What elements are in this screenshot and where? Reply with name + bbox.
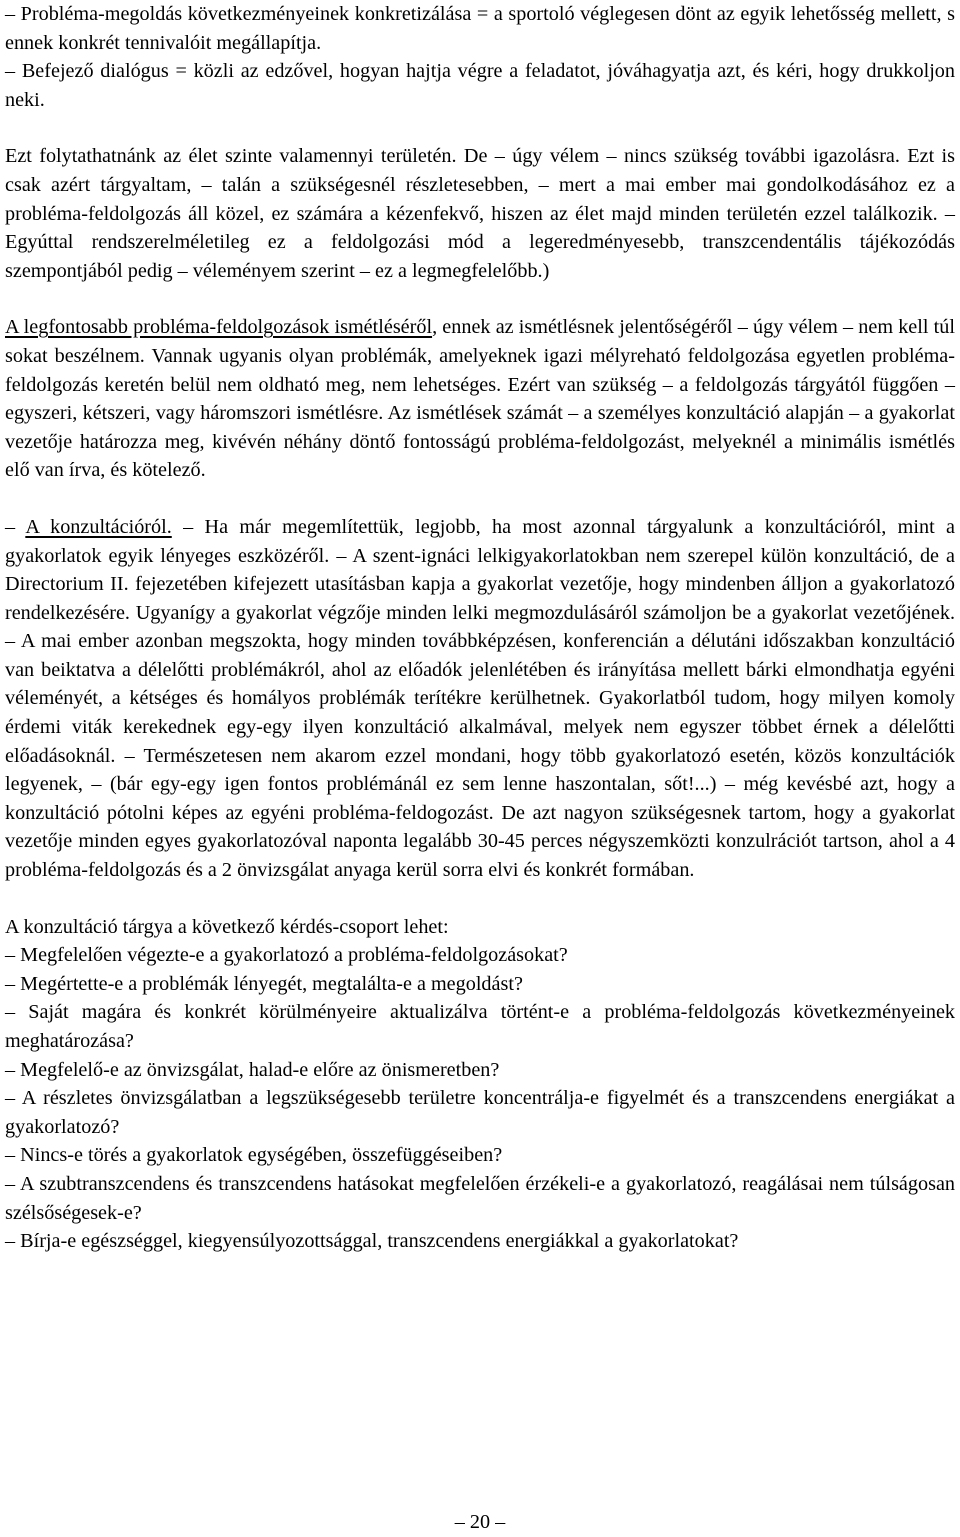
question-item: – Megértette-e a problémák lényegét, megtalálta-e a megoldást? [5, 972, 523, 995]
paragraph-3-dash: – [5, 515, 26, 538]
paragraph-gap [5, 885, 955, 913]
question-item: – A szubtranszcendens és transzcendens hatásokat megfelelően érzékeli-e a gyakorlatozó, reagálásai nem túlságosan szélsőségesek-e? [5, 1172, 955, 1224]
question-item: – Megfelelően végezte-e a gyakorlatozó a probléma-feldolgozásokat? [5, 944, 568, 967]
paragraph-3-body: – Ha már megemlítettük, legjobb, ha most azonnal tárgyalunk a konzultációról, mint a gyakorlatok egyik lényeges eszközéről. – A szent-ignáci lelkigyakorlatokban nem szerepel külön konzultáció, de a Directorium II. fejezetében kifejezett utasításban kapja a gyakorlat vezetője, hogy mindenben álljon a gyakorlatozó rendelkezésére. Ugyanígy a gyakorlat végzője minden lelki megmozdulásáról számoljon be a gyakorlat vezetőjének. – A mai ember azonban megszokta, hogy minden továbbképzésen, konferencián a délutáni időszakban konzultáció van beiktatva a délelőtti problémákról, ahol az előadók jelenlétében és irányítása mellett bárki elmondhatja egyéni véleményét, a kétséges és homályos problémák terítékre kerülhetnek. Gyakorlatból tudom, hogy milyen komoly érdemi viták kerekednek egy-egy ilyen konzultáció alkalmával, melyek nem egyszer többet érnek a délelőtti előadásoknál. – Természetesen nem akarom ezzel mondani, hogy több gyakorlatozó esetén, közös konzultációk legyenek, – (bár egy-egy igen fontos problémánál ez sem lenne haszontalan, sőt!...) – még kevésbé azt, hogy a konzultáció pótolni képes az egyéni probléma-feldogozást. De azt nagyon szükségesnek tartom, hogy a gyakorlat vezetője minden egyes gyakorlatozóval naponta legalább 30-45 perces négyszemközti konzulrációt tartson, ahol a 4 probléma-feldolgozás és a 2 önvizsgálat anyaga kerül sorra elvi és konkrét formában. [5, 515, 955, 882]
intro-item-2: – Befejező dialógus = közli az edzővel, hogyan hajtja végre a feladatot, jóváhagyatja azt, és kéri, hogy drukkoljon neki. [5, 60, 955, 111]
paragraph-2 [5, 313, 955, 485]
paragraph-3 [5, 513, 955, 885]
paragraph-2-body: , ennek az ismétlésnek jelentőségéről – úgy vélem – nem kell túl sokat beszélnem. Vannak ugyanis olyan problémák, amelyeknek igazi mélyreható feldolgozása egyetlen probléma-feldolgozás keretén belül nem oldható meg, nem lehetséges. Ezért van szükség – a feldolgozás tárgyától függően – egyszeri, kétszeri, vagy háromszori ismétlésre. Az ismétlések számát – a személyes konzultáció alapján – a gyakorlat vezetője határozza meg, kivévén néhány döntő fontosságú probléma-feldolgozást, melyeknél a minimális ismétlés elő van írva, és kötelező. [5, 316, 955, 482]
paragraph-1: Ezt folytathatnánk az élet szinte valamennyi területén. De – úgy vélem – nincs szükség további igazolásra. Ezt is csak azért tárgyaltam, – talán a szükségesnél részletesebben, – mert a mai ember mai gondolkodásához ez a probléma-feldolgozás áll közel, ez számára a kézenfekvő, hiszen az élet majd minden területén ezzel találkozik. – Egyúttal rendszerelméletileg ez a feldolgozási mód a legeredményesebb, transzcendentális tájékozódás szempontjából pedig – véleményem szerint – ez a legmegfelelőbb.) [5, 145, 955, 282]
paragraph-gap [5, 285, 955, 313]
paragraph-gap [5, 485, 955, 513]
question-item: – Saját magára és konkrét körülményeire aktualizálva történt-e a probléma-feldolgozás következményeinek meghatározása? [5, 1001, 955, 1052]
question-item: – Bírja-e egészséggel, kiegyensúlyozottsággal, transzcendens energiákkal a gyakorlatokat? [5, 1230, 739, 1253]
questions-intro: A konzultáció tárgya a következő kérdés-csoport lehet: [5, 915, 449, 938]
document-page [5, 0, 955, 1256]
page-number: – 20 – [454, 1511, 506, 1533]
question-item: – A részletes önvizsgálatban a legszükségesebb területre koncentrálja-e figyelmét és a transzcendens energiákat a gyakorlatozó? [5, 1087, 955, 1138]
question-item: – Nincs-e törés a gyakorlatok egységében, összefüggéseiben? [5, 1144, 503, 1167]
paragraph-2-heading: A legfontosabb probléma-feldolgozások ismétléséről [5, 316, 433, 339]
paragraph-3-heading: A konzultációról. [25, 515, 172, 538]
paragraph-gap [5, 114, 955, 142]
question-item: – Megfelelő-e az önvizsgálat, halad-e előre az önismeretben? [5, 1058, 500, 1081]
intro-item-1: – Probléma-megoldás következményeinek konkretizálása = a sportoló véglegesen dönt az egyik lehetősség mellett, s ennek konkrét tennivalóit megállapítja. [5, 3, 955, 54]
